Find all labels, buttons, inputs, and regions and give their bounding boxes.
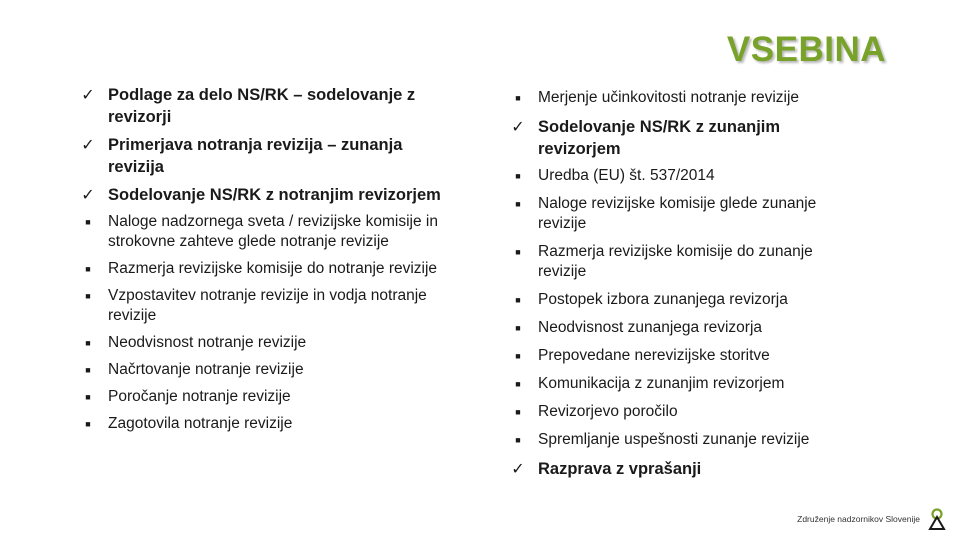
agenda-item-text: Primerjava notranja revizija – zunanja revizija	[108, 136, 403, 176]
checkmark-icon: ✓	[511, 461, 525, 478]
agenda-item	[78, 286, 458, 326]
square-bullet-icon: ■	[85, 419, 91, 429]
square-bullet-icon: ■	[515, 199, 521, 209]
agenda-item	[508, 166, 858, 186]
square-bullet-icon: ■	[85, 365, 91, 375]
slide-title: VSEBINA	[726, 30, 886, 69]
square-bullet-icon: ■	[515, 247, 521, 257]
square-bullet-icon: ■	[515, 295, 521, 305]
agenda-item	[508, 116, 858, 160]
agenda-item-text: Merjenje učinkovitosti notranje revizije	[538, 89, 800, 106]
agenda-item	[78, 387, 458, 407]
square-bullet-icon: ■	[515, 407, 521, 417]
agenda-item-text: Prepovedane nerevizijske storitve	[538, 347, 770, 364]
square-bullet-icon: ■	[85, 217, 91, 227]
checkmark-icon: ✓	[81, 187, 95, 204]
agenda-item	[78, 134, 458, 178]
agenda-item-text: Razmerja revizijske komisije do zunanje revizije	[538, 243, 813, 280]
square-bullet-icon: ■	[85, 392, 91, 402]
agenda-item	[508, 402, 858, 422]
agenda-item	[508, 346, 858, 366]
agenda-item-text: Neodvisnost zunanjega revizorja	[538, 319, 763, 336]
agenda-item	[78, 259, 458, 279]
agenda-item	[78, 84, 458, 128]
square-bullet-icon: ■	[515, 351, 521, 361]
agenda-item-text: Spremljanje uspešnosti zunanje revizije	[538, 431, 810, 448]
square-bullet-icon: ■	[515, 435, 521, 445]
agenda-item	[508, 88, 858, 108]
footer-organization: Združenje nadzornikov Slovenije	[797, 514, 920, 524]
agenda-item-text: Sodelovanje NS/RK z zunanjim revizorjem	[538, 118, 781, 158]
agenda-item-text: Revizorjevo poročilo	[538, 403, 678, 420]
agenda-right-column	[508, 88, 858, 486]
agenda-item	[508, 194, 858, 234]
agenda-item	[78, 184, 458, 206]
agenda-item-text: Vzpostavitev notranje revizije in vodja notranje revizije	[108, 287, 427, 324]
agenda-item-text: Načrtovanje notranje revizije	[108, 361, 304, 378]
square-bullet-icon: ■	[515, 171, 521, 181]
agenda-item-text: Sodelovanje NS/RK z notranjim revizorjem	[108, 186, 441, 204]
square-bullet-icon: ■	[85, 264, 91, 274]
agenda-item-text: Podlage za delo NS/RK – sodelovanje z revizorji	[108, 86, 416, 126]
agenda-item	[78, 414, 458, 434]
agenda-left-column	[78, 84, 458, 441]
agenda-item-text: Poročanje notranje revizije	[108, 388, 291, 405]
agenda-item-text: Komunikacija z zunanjim revizorjem	[538, 375, 785, 392]
agenda-item	[78, 360, 458, 380]
checkmark-icon: ✓	[81, 137, 95, 154]
agenda-item	[508, 318, 858, 338]
agenda-item-text: Razmerja revizijske komisije do notranje revizije	[108, 260, 438, 277]
square-bullet-icon: ■	[515, 323, 521, 333]
agenda-item	[508, 290, 858, 310]
square-bullet-icon: ■	[515, 93, 521, 103]
agenda-item	[508, 458, 858, 480]
agenda-item	[508, 430, 858, 450]
agenda-item	[508, 242, 858, 282]
checkmark-icon: ✓	[511, 119, 525, 136]
agenda-item-text: Neodvisnost notranje revizije	[108, 334, 307, 351]
agenda-item-text: Naloge nadzornega sveta / revizijske komisije in strokovne zahteve glede notranje revizije	[108, 213, 438, 250]
square-bullet-icon: ■	[515, 379, 521, 389]
agenda-item-text: Postopek izbora zunanjega revizorja	[538, 291, 788, 308]
square-bullet-icon: ■	[85, 291, 91, 301]
agenda-item-text: Uredba (EU) št. 537/2014	[538, 167, 715, 184]
agenda-item	[78, 333, 458, 353]
agenda-item-text: Razprava z vprašanji	[538, 460, 702, 478]
agenda-item-text: Zagotovila notranje revizije	[108, 415, 293, 432]
square-bullet-icon: ■	[85, 338, 91, 348]
agenda-item	[508, 374, 858, 394]
agenda-item-text: Naloge revizijske komisije glede zunanje revizije	[538, 195, 817, 232]
zns-logo-icon	[928, 508, 946, 530]
agenda-item	[78, 212, 458, 252]
checkmark-icon: ✓	[81, 87, 95, 104]
